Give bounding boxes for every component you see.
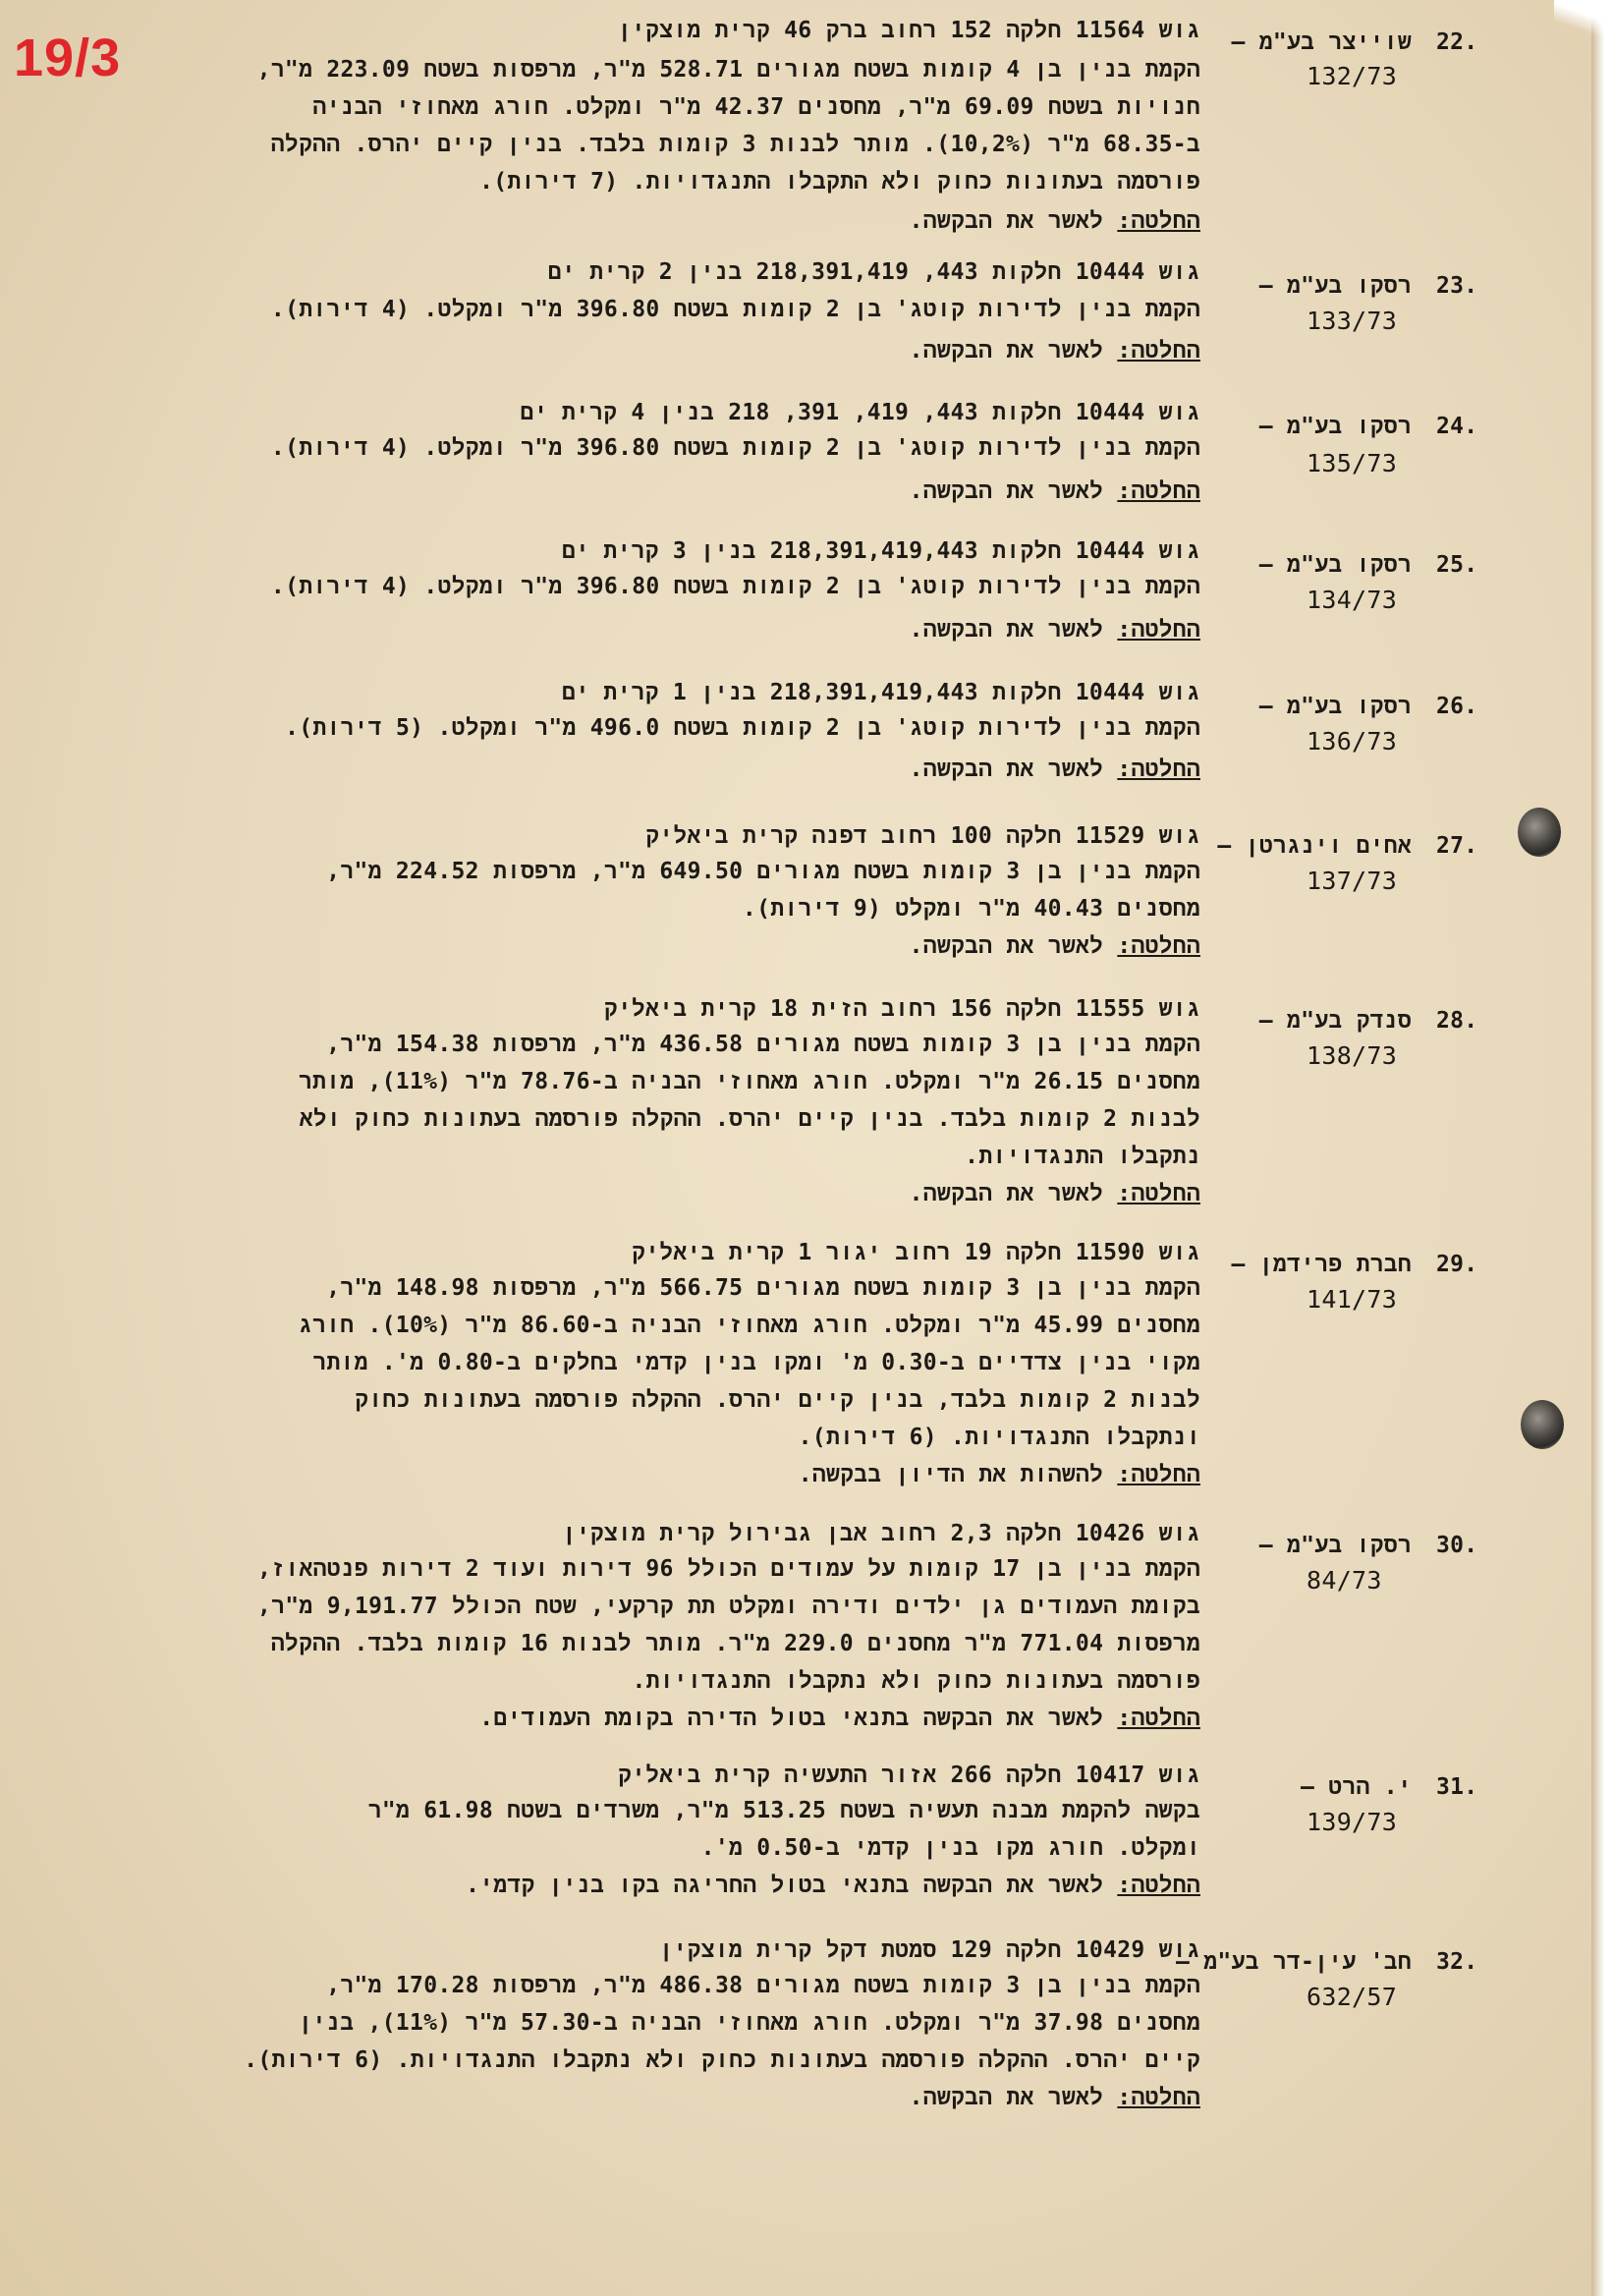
entry-file-number: 132/73 xyxy=(1307,62,1398,90)
decision xyxy=(910,2085,1200,2111)
entry-line: חנויות בשטח 69.09 מ"ר, מחסנים 42.37 מ"ר ומקלט. חורג מאחוזי הבניה xyxy=(312,94,1200,120)
entry-header: גוש 10417 חלקה 266 אזור התעשיה קרית ביאליק xyxy=(617,1763,1200,1788)
decision-label: החלטה: xyxy=(1117,1462,1200,1487)
decision-text: לאשר את הבקשה. xyxy=(909,2085,1104,2110)
entry-line: בקומת העמודים גן ילדים ודירה ומקלט תת קרקעי, שטח הכולל 9,191.77 מ"ר, xyxy=(257,1594,1200,1619)
entry-line: מרפסות 771.04 מ"ר מחסנים 229.0 מ"ר. מותר לבנות 16 קומות בלבד. ההקלה xyxy=(270,1631,1200,1656)
decision-label: החלטה: xyxy=(1117,338,1200,364)
decision-text: לאשר את הבקשה. xyxy=(909,617,1104,643)
entry-number: 24. xyxy=(1436,414,1478,439)
decision-label: החלטה: xyxy=(1117,933,1200,959)
entry-line: הקמת בנין לדירות קוטג' בן 2 קומות בשטח 396.80 מ"ר ומקלט. (4 דירות). xyxy=(270,435,1200,461)
decision-label: החלטה: xyxy=(1117,756,1200,782)
entry-file-number: 134/73 xyxy=(1307,586,1398,614)
entry-applicant: רסקו בע"מ – xyxy=(1258,552,1412,578)
decision-label: החלטה: xyxy=(1117,208,1200,234)
entry-file-number: 137/73 xyxy=(1307,867,1398,895)
entry-line: הקמת בנין לדירות קוטג' בן 2 קומות בשטח 496.0 מ"ר ומקלט. (5 דירות). xyxy=(285,715,1200,741)
page-edge xyxy=(1591,0,1613,2296)
entry-applicant: רסקו בע"מ – xyxy=(1258,1533,1412,1558)
entry-line: הקמת בנין בן 3 קומות בשטח מגורים 436.58 מ"ר, מרפסות 154.38 מ"ר, xyxy=(326,1032,1200,1057)
entry-applicant: סנדק בע"מ – xyxy=(1258,1008,1412,1034)
decision xyxy=(799,1462,1200,1488)
decision-label: החלטה: xyxy=(1117,2085,1200,2110)
decision-text: לאשר את הבקשה. xyxy=(909,208,1104,234)
entry-line: הקמת בנין בן 4 קומות בשטח מגורים 528.71 מ"ר, מרפסות בשטח 223.09 מ"ר, xyxy=(256,57,1200,83)
decision xyxy=(910,617,1200,644)
decision-label: החלטה: xyxy=(1117,1706,1200,1731)
decision xyxy=(910,756,1200,783)
entry-line: פורסמה בעתונות כחוק ולא התקבלו התנגדויות. (7 דירות). xyxy=(479,169,1200,195)
page-corner xyxy=(1554,0,1613,39)
entry-applicant: חברת פרידמן – xyxy=(1231,1252,1412,1277)
entry-line: הקמת בנין לדירות קוטג' בן 2 קומות בשטח 396.80 מ"ר ומקלט. (4 דירות). xyxy=(270,297,1200,322)
entry-line: ונתקבלו התנגדויות. (6 דירות). xyxy=(798,1425,1200,1450)
entry-line: הקמת בנין לדירות קוטג' בן 2 קומות בשטח 396.80 מ"ר ומקלט. (4 דירות). xyxy=(270,574,1200,599)
entry-line: מקוי בנין צדדיים ב-0.30 מ' ומקו בנין קדמי בחלקים ב-0.80 מ'. מותר xyxy=(312,1350,1200,1375)
entry-header: גוש 10444 חלקות 443, 419, 391, 218 בנין 4 קרית ים xyxy=(520,400,1200,425)
entry-line: קיים יהרס. ההקלה פורסמה בעתונות כחוק ולא נתקבלו התנגדויות. (6 דירות). xyxy=(244,2047,1200,2073)
entry-applicant: חב' עין-דר בע"מ – xyxy=(1175,1949,1412,1975)
entry-header: גוש 11590 חלקה 19 רחוב יגור 1 קרית ביאליק xyxy=(632,1240,1200,1265)
entry-line: הקמת בנין בן 17 קומות על עמודים הכולל 96 דירות ועוד 2 דירות פנטהאוז, xyxy=(257,1556,1200,1582)
entry-line: הקמת בנין בן 3 קומות בשטח מגורים 566.75 מ"ר, מרפסות 148.98 מ"ר, xyxy=(326,1275,1200,1301)
entry-header: גוש 10429 חלקה 129 סמטת דקל קרית מוצקין xyxy=(659,1937,1200,1963)
decision-label: החלטה: xyxy=(1117,1181,1200,1206)
entry-line: הקמת בנין בן 3 קומות בשטח מגורים 649.50 מ"ר, מרפסות 224.52 מ"ר, xyxy=(326,859,1200,884)
decision-label: החלטה: xyxy=(1117,1873,1200,1898)
decision-text: לאשר את הבקשה. xyxy=(909,933,1104,959)
entry-applicant: שוייצר בע"מ – xyxy=(1231,29,1412,55)
entry-file-number: 135/73 xyxy=(1307,449,1398,477)
entry-line: מחסנים 45.99 מ"ר ומקלט. חורג מאחוזי הבניה ב-86.60 מ"ר (10%). חורג xyxy=(298,1313,1200,1338)
decision xyxy=(479,1706,1200,1732)
entry-file-number: 138/73 xyxy=(1307,1041,1398,1070)
entry-number: 27. xyxy=(1436,833,1478,859)
decision xyxy=(466,1873,1200,1899)
entry-file-number: 84/73 xyxy=(1307,1566,1382,1595)
decision xyxy=(910,208,1200,235)
entry-header: גוש 11529 חלקה 100 רחוב דפנה קרית ביאליק xyxy=(645,823,1200,849)
entry-header: גוש 10426 חלקה 2,3 רחוב אבן גבירול קרית מוצקין xyxy=(562,1521,1200,1546)
entry-file-number: 133/73 xyxy=(1307,307,1398,335)
entry-header: גוש 11564 חלקה 152 רחוב ברק 46 קרית מוצקין xyxy=(617,18,1200,43)
entry-number: 30. xyxy=(1436,1533,1478,1558)
entry-header: גוש 10444 חלקות 218,391,419,443 בנין 3 קרית ים xyxy=(561,538,1200,564)
decision-label: החלטה: xyxy=(1117,617,1200,643)
entry-number: 32. xyxy=(1436,1949,1478,1975)
entry-line: לבנות 2 קומות בלבד, בנין קיים יהרס. ההקלה פורסמה בעתונות כחוק xyxy=(355,1387,1200,1413)
decision xyxy=(910,933,1200,960)
entry-file-number: 136/73 xyxy=(1307,727,1398,756)
entry-line: מחסנים 37.98 מ"ר ומקלט. חורג מאחוזי הבניה ב-57.30 מ"ר (11%), בנין xyxy=(298,2010,1200,2036)
entry-number: 23. xyxy=(1436,273,1478,299)
entry-line: מחסנים 40.43 מ"ר ומקלט (9 דירות). xyxy=(742,896,1200,922)
entry-line: מחסנים 26.15 מ"ר ומקלט. חורג מאחוזי הבניה ב-78.76 מ"ר (11%), מותר xyxy=(298,1069,1200,1094)
decision-text: לאשר את הבקשה. xyxy=(909,338,1104,364)
entry-line: בקשה להקמת מבנה תעשיה בשטח 513.25 מ"ר, משרדים בשטח 61.98 מ"ר xyxy=(367,1798,1200,1823)
entry-file-number: 141/73 xyxy=(1307,1285,1398,1314)
entry-line: ב-68.35 מ"ר (10,2%). מותר לבנות 3 קומות בלבד. בנין קיים יהרס. ההקלה xyxy=(270,132,1200,157)
entry-number: 22. xyxy=(1436,29,1478,55)
decision-text: לאשר את הבקשה. xyxy=(909,756,1104,782)
decision-text: לאשר את הבקשה בתנאי בטול החריגה בקו בנין קדמי. xyxy=(466,1873,1104,1898)
decision-text: להשהות את הדיון בבקשה. xyxy=(798,1462,1104,1487)
entry-line: הקמת בנין בן 3 קומות בשטח מגורים 486.38 מ"ר, מרפסות 170.28 מ"ר, xyxy=(326,1973,1200,1998)
entry-header: גוש 10444 חלקות 218,391,419,443 בנין 1 קרית ים xyxy=(561,680,1200,705)
entry-file-number: 632/57 xyxy=(1307,1983,1398,2011)
decision-text: לאשר את הבקשה. xyxy=(909,1181,1104,1206)
decision-text: לאשר את הבקשה בתנאי בטול הדירה בקומת העמודים. xyxy=(479,1706,1104,1731)
entry-line: נתקבלו התנגדויות. xyxy=(965,1144,1200,1169)
punch-hole xyxy=(1518,808,1561,857)
decision xyxy=(910,1181,1200,1207)
page-label: 19/3 xyxy=(14,28,122,87)
entry-line: ומקלט. חורג מקו בנין קדמי ב-0.50 מ'. xyxy=(700,1835,1200,1861)
entry-number: 28. xyxy=(1436,1008,1478,1034)
entry-line: פורסמה בעתונות כחוק ולא נתקבלו התנגדויות. xyxy=(632,1668,1200,1694)
entry-applicant: אחים וינגרטן – xyxy=(1217,833,1412,859)
entry-number: 31. xyxy=(1436,1774,1478,1800)
decision-text: לאשר את הבקשה. xyxy=(909,478,1104,504)
decision-label: החלטה: xyxy=(1117,478,1200,504)
entry-header: גוש 10444 חלקות 443, 218,391,419 בנין 2 קרית ים xyxy=(547,259,1200,285)
decision xyxy=(910,338,1200,364)
entry-file-number: 139/73 xyxy=(1307,1808,1398,1836)
entry-applicant: רסקו בע"מ – xyxy=(1258,694,1412,719)
entry-number: 26. xyxy=(1436,694,1478,719)
punch-hole xyxy=(1521,1400,1564,1449)
entry-header: גוש 11555 חלקה 156 רחוב הזית 18 קרית ביאליק xyxy=(603,996,1200,1022)
entry-applicant: רסקו בע"מ – xyxy=(1258,414,1412,439)
entry-applicant: י. הרט – xyxy=(1301,1774,1412,1800)
decision xyxy=(910,478,1200,505)
entry-applicant: רסקו בע"מ – xyxy=(1258,273,1412,299)
entry-line: לבנות 2 קומות בלבד. בנין קיים יהרס. ההקלה פורסמה בעתונות כחוק ולא xyxy=(299,1106,1200,1132)
entry-number: 29. xyxy=(1436,1252,1478,1277)
entry-number: 25. xyxy=(1436,552,1478,578)
